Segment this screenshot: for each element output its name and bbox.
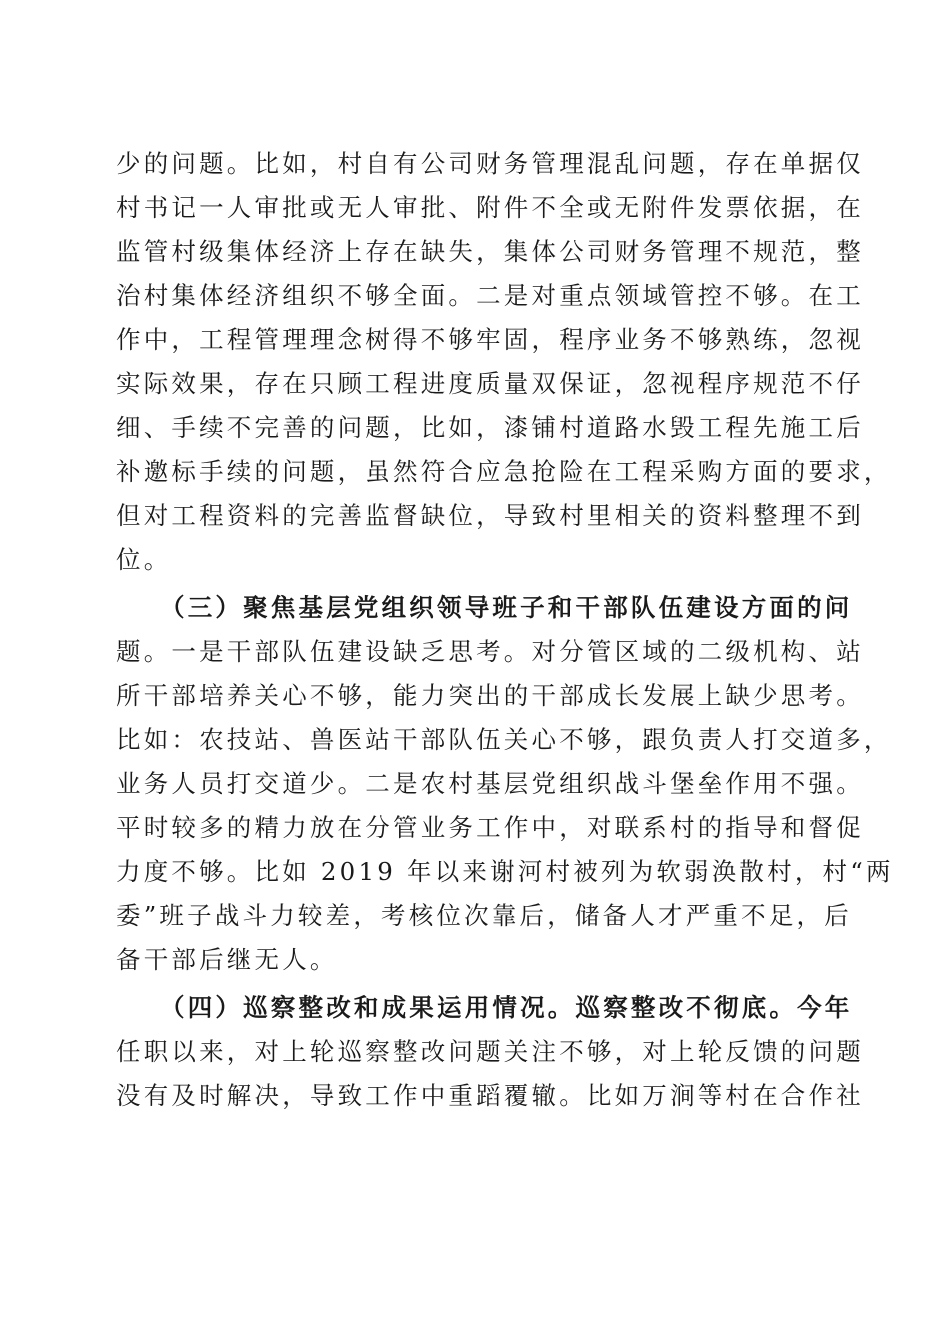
- text-line: 没有及时解决，导致工作中重蹈覆辙。比如万涧等村在合作社: [116, 1081, 864, 1110]
- text-line: 任职以来，对上轮巡察整改问题关注不够，对上轮反馈的问题: [116, 1037, 864, 1066]
- text-line: 作中，工程管理理念树得不够牢固，程序业务不够熟练，忽视: [116, 325, 864, 354]
- text-line: 补邀标手续的问题，虽然符合应急抢险在工程采购方面的要求，: [116, 457, 892, 486]
- text-line: 细、手续不完善的问题，比如，漆铺村道路水毁工程先施工后: [116, 413, 864, 442]
- text-line: 但对工程资料的完善监督缺位，导致村里相关的资料整理不到: [116, 501, 864, 530]
- text-line: 平时较多的精力放在分管业务工作中，对联系村的指导和督促: [116, 813, 864, 842]
- text-line: 力度不够。比如 2019 年以来谢河村被列为软弱涣散村，村“两: [116, 857, 894, 886]
- section-heading-4: （四）巡察整改和成果运用情况。巡察整改不彻底。今年: [160, 993, 853, 1022]
- text-line: 实际效果，存在只顾工程进度质量双保证，忽视程序规范不仔: [116, 369, 864, 398]
- text-line: 题。一是干部队伍建设缺乏思考。对分管区域的二级机构、站: [116, 637, 864, 666]
- text-line: 治村集体经济组织不够全面。二是对重点领域管控不够。在工: [116, 281, 864, 310]
- text-line: 监管村级集体经济上存在缺失，集体公司财务管理不规范，整: [116, 237, 864, 266]
- section-heading-3: （三）聚焦基层党组织领导班子和干部队伍建设方面的问: [160, 593, 853, 622]
- text-line: 所干部培养关心不够，能力突出的干部成长发展上缺少思考。: [116, 681, 864, 710]
- text-line: 少的问题。比如，村自有公司财务管理混乱问题，存在单据仅: [116, 149, 864, 178]
- text-line: 备干部后继无人。: [116, 945, 338, 974]
- text-line: 村书记一人审批或无人审批、附件不全或无附件发票依据，在: [116, 193, 864, 222]
- text-line: 业务人员打交道少。二是农村基层党组织战斗堡垒作用不强。: [116, 769, 864, 798]
- text-line: 委”班子战斗力较差，考核位次靠后，储备人才严重不足，后: [116, 901, 852, 930]
- text-line: 位。: [116, 545, 172, 574]
- text-line: 比如：农技站、兽医站干部队伍关心不够，跟负责人打交道多，: [116, 725, 892, 754]
